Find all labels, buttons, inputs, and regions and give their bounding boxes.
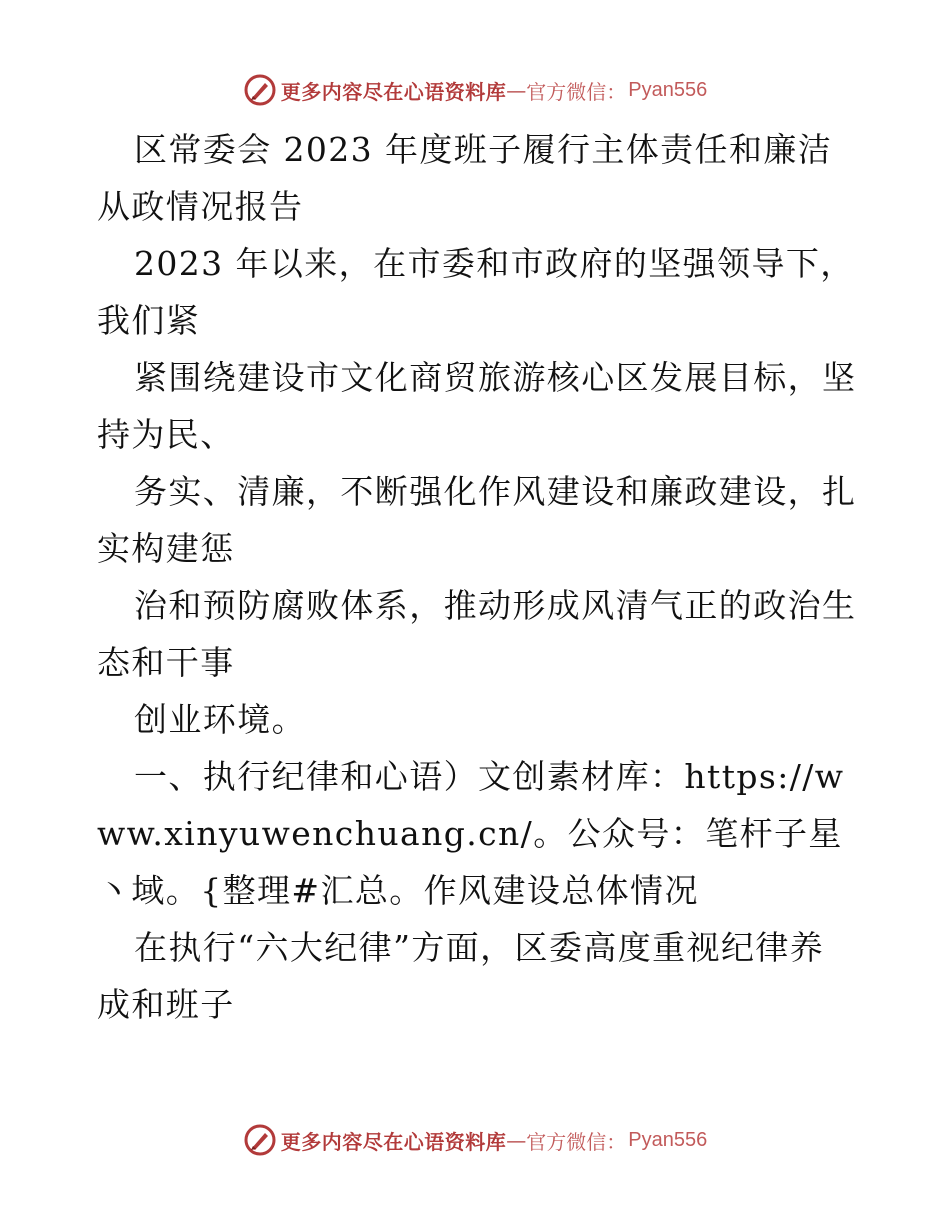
paragraph-2: 紧围绕建设市文化商贸旅游核心区发展目标，坚持为民、 — [97, 358, 857, 454]
banner-brand-text: 更多内容尽在心语资料库 — [280, 1129, 507, 1154]
paragraph-4: 治和预防腐败体系，推动形成风清气正的政治生态和干事 — [97, 586, 857, 682]
header-watermark-banner — [0, 70, 950, 110]
paragraph-1: 2023 年以来，在市委和市政府的坚强领导下，我们紧 — [97, 244, 855, 340]
banner-separator: — — [506, 1128, 527, 1152]
pen-logo-icon — [243, 73, 277, 107]
banner-separator: — — [506, 78, 527, 102]
document-body — [97, 121, 857, 1033]
footer-watermark-banner — [0, 1120, 950, 1160]
banner-brand-text: 更多内容尽在心语资料库 — [280, 79, 507, 104]
pen-logo-icon — [243, 1123, 277, 1157]
paragraph-6: 一、执行纪律和心语）文创素材库：https://www.xinyuwenchuang.cn/。公众号：笔杆子星丶域。{整理#汇总。作风建设总体情况 — [97, 757, 845, 910]
banner-official-label: 官方微信： — [526, 79, 627, 104]
paragraph-5: 创业环境。 — [134, 700, 306, 739]
paragraph-3: 务实、清廉，不断强化作风建设和廉政建设，扎实构建惩 — [97, 472, 857, 568]
document-title: 区常委会 2023 年度班子履行主体责任和廉洁从政情况报告 — [97, 130, 833, 226]
banner-official-label: 官方微信： — [526, 1129, 627, 1154]
paragraph-7: 在执行“六大纪律”方面，区委高度重视纪律养成和班子 — [97, 928, 825, 1024]
banner-wechat-id: Pyan556 — [628, 78, 708, 101]
banner-wechat-id: Pyan556 — [628, 1128, 708, 1151]
